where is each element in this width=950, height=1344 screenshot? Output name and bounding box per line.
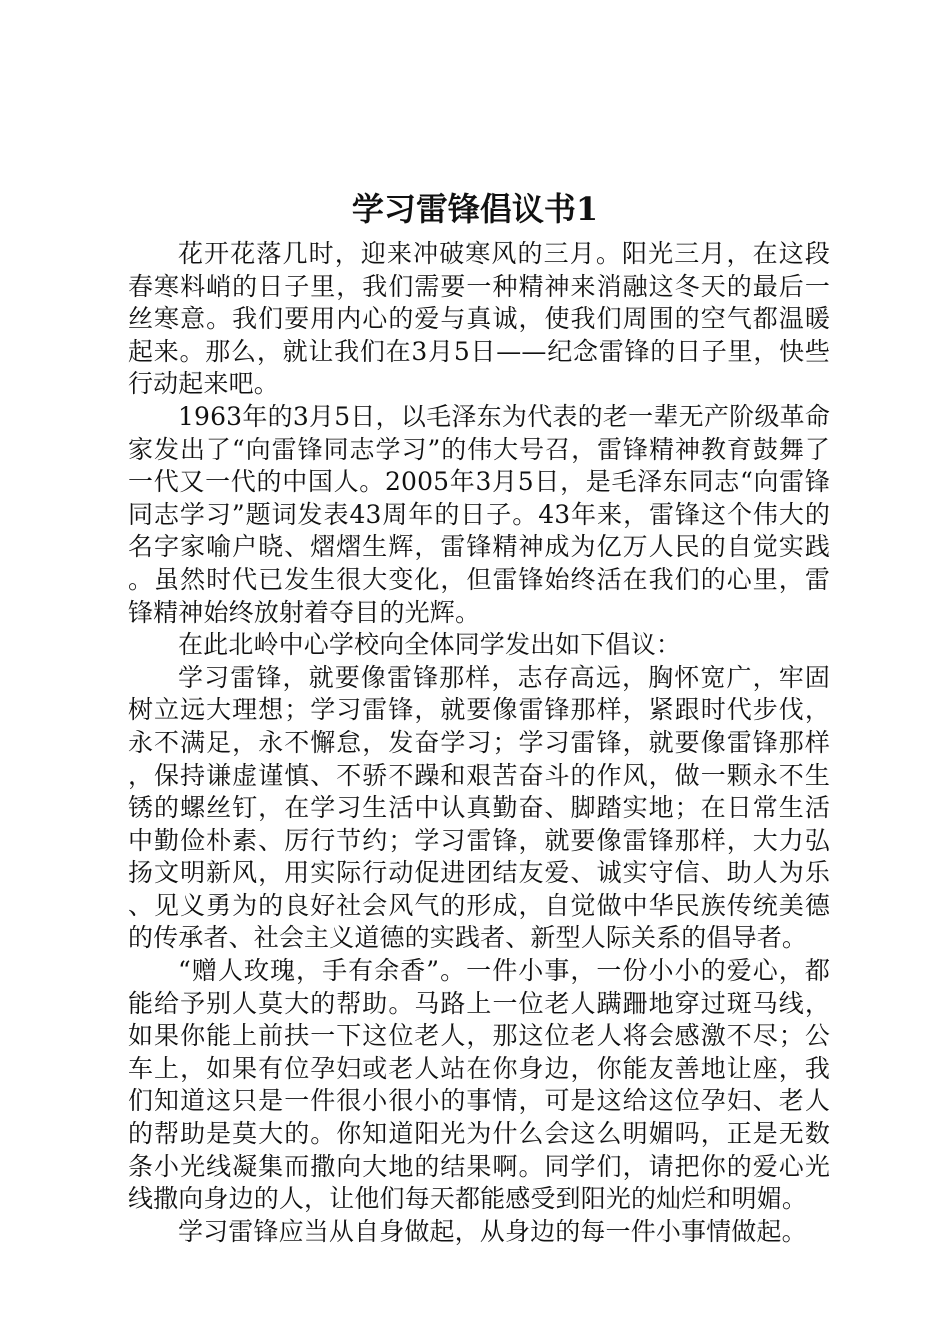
paragraph-roses: “赠人玫瑰，手有余香”。一件小事，一份小小的爱心，都能给予别人莫大的帮助。马路上一位老人蹒跚地穿过斑马线，如果你能上前扶一下这位老人，那这位老人将会感激不尽；公车上，如果有位孕妇或老人站在你身边，你能友善地让座，我们知道这只是一件很小很小的事情，可是这给这位孕妇、老人的帮助是莫大的。你知道阳光为什么会这么明媚吗，正是无数条小光线凝集而撒向大地的结果啊。同学们，请把你的爱心光线撒向身边的人，让他们每天都能感受到阳光的灿烂和明媚。 <box>128 956 830 1214</box>
paragraph-learn-lei-feng: 学习雷锋，就要像雷锋那样，志存高远，胸怀宽广，牢固树立远大理想；学习雷锋，就要像雷锋那样，紧跟时代步伐，永不满足，永不懈怠，发奋学习；学习雷锋，就要像雷锋那样，保持谦虚谨慎、不骄不躁和艰苦奋斗的作风，做一颗永不生锈的螺丝钉，在学习生活中认真勤奋、脚踏实地；在日常生活中勤俭朴素、厉行节约；学习雷锋，就要像雷锋那样，大力弘扬文明新风，用实际行动促进团结友爱、诚实守信、助人为乐、见义勇为的良好社会风气的形成，自觉做中华民族传统美德的传承者、社会主义道德的实践者、新型人际关系的倡导者。 <box>128 662 830 953</box>
paragraph-proposal-lead: 在此北岭中心学校向全体同学发出如下倡议： <box>178 630 682 660</box>
paragraph-intro: 花开花落几时，迎来冲破寒风的三月。阳光三月，在这段春寒料峭的日子里，我们需要一种精神来消融这冬天的最后一丝寒意。我们要用内心的爱与真诚，使我们周围的空气都温暖起来。那么，就让我们在3月5日——纪念雷锋的日子里，快些行动起来吧。 <box>128 239 830 399</box>
document-title: 学习雷锋倡议书1 <box>351 190 599 228</box>
document-body <box>128 238 830 1248</box>
paragraph-history: 1963年的3月5日，以毛泽东为代表的老一辈无产阶级革命家发出了“向雷锋同志学习”的伟大号召，雷锋精神教育鼓舞了一代又一代的中国人。2005年3月5日，是毛泽东同志“向雷锋同志学习”题词发表43周年的日子。43年来，雷锋这个伟大的名字家喻户晓、熠熠生辉，雷锋精神成为亿万人民的自觉实践。虽然时代已发生很大变化，但雷锋始终活在我们的心里，雷锋精神始终放射着夺目的光辉。 <box>128 401 830 627</box>
paragraph-start-from-self: 学习雷锋应当从自身做起，从身边的每一件小事情做起。 <box>178 1216 807 1246</box>
